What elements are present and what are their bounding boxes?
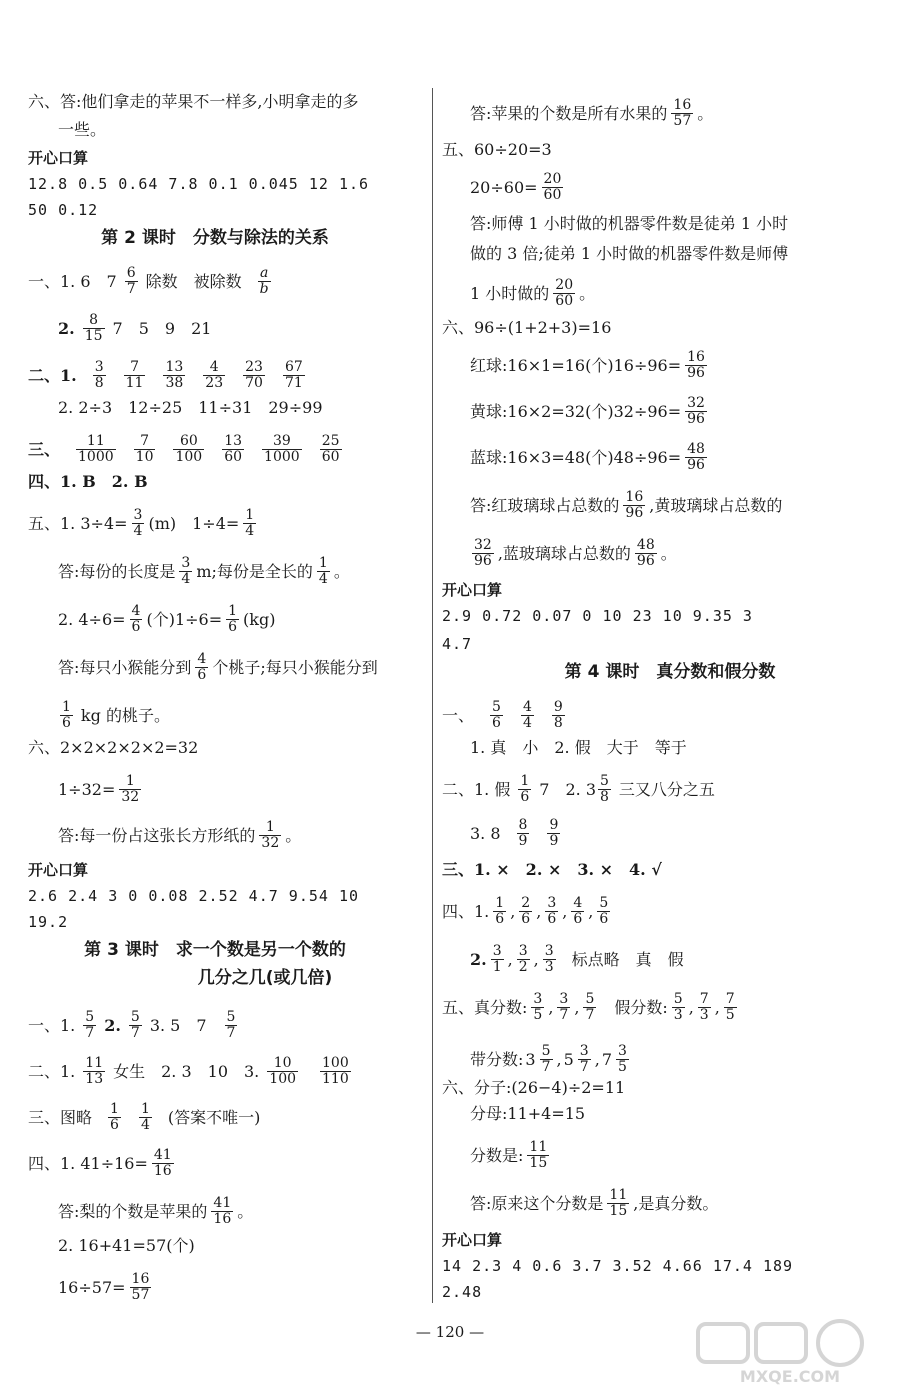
mental-math: 2.48 (442, 1283, 483, 1301)
lesson-title: 第 4 课时 真分数和假分数 (564, 662, 776, 682)
answer-line: 1 6 kg 的桃子。 (62, 699, 170, 731)
answer-line: 一、 5 6 4 4 9 8 (442, 699, 563, 731)
answer-line: 答:每份的长度是 3 4 m;每份是全长的 1 4 。 (58, 555, 350, 587)
answer-line: 一些。 (58, 120, 107, 139)
answer-line: 1 小时做的 20 60 。 (470, 277, 596, 309)
svg-text:MXQE.COM: MXQE.COM (739, 1367, 841, 1386)
lesson-title: 几分之几(或几倍) (197, 968, 333, 988)
page-number: — 120 — (415, 1323, 485, 1341)
answer-line: 2. 4÷6= $\frac{4}{6}$ (个)1÷6= $\frac{1}{6}$ (kg) (58, 603, 276, 635)
answer-line: 一、1. 5 7 2. 5 7 3. 5 7 5 7 (28, 1009, 236, 1041)
answer-line: 20÷60= $\frac{20}{60}$ (470, 171, 562, 203)
watermark-logo (690, 1318, 890, 1388)
answer-line: 六、分子:(26−4)÷2=11 (442, 1078, 626, 1097)
column-divider (432, 88, 433, 1303)
mental-math: 50 0.12 (28, 201, 99, 219)
answer-line: 红球:16×1=16(个)16÷96= $\frac{16}{96}$ (470, 349, 705, 381)
answer-line: 带分数: 3 5 7 , 5 3 7 , 7 3 5 (470, 1043, 627, 1075)
answer-line: 2. 3 1 , 3 2 , 3 3 标点略 真 假 (470, 943, 684, 975)
section-heading: 开心口算 (28, 861, 89, 879)
answer-line: 三、 11 1000 7 10 60 100 13 60 39 1000 25 60 (28, 433, 340, 465)
answer-line: 2. 2÷3 12÷25 11÷31 29÷99 (58, 398, 323, 417)
answer-line: 做的 3 倍;徒弟 1 小时做的机器零件数是师傅 (470, 244, 789, 263)
answer-line: 答:师傅 1 小时做的机器零件数是徒弟 1 小时 (470, 214, 789, 233)
answer-line: 1÷32= $\frac{1}{32}$ (58, 773, 140, 805)
lesson-title: 第 2 课时 分数与除法的关系 (101, 228, 329, 248)
mental-math: 19.2 (28, 913, 69, 931)
answer-line: 五、1. 3÷4= $\frac{3}{4}$ (m) 1÷4= $\frac{1}{4}$ (28, 507, 255, 539)
answer-line: 二、1. 3 8 7 11 13 38 4 23 23 70 67 71 (28, 359, 303, 391)
answer-line: 1. 真 小 2. 假 大于 等于 (470, 738, 687, 757)
mental-math: 2.6 2.4 3 0 0.08 2.52 4.7 9.54 10 (28, 887, 360, 905)
answer-line: 答:每只小猴能分到 4 6 个桃子;每只小猴能分到 (58, 651, 378, 683)
section-heading: 开心口算 (442, 581, 503, 599)
answer-line: 16÷57= $\frac{16}{57}$ (58, 1271, 150, 1303)
section-heading: 开心口算 (442, 1231, 503, 1249)
answer-line: 答:原来这个分数是 11 15 ,是真分数。 (470, 1187, 719, 1219)
mental-math: 4.7 (442, 635, 473, 653)
answer-line: 四、1. 41÷16= $\frac{41}{16}$ (28, 1147, 172, 1179)
answer-line: 分数是: 11 15 (470, 1139, 548, 1171)
answer-line: 答:苹果的个数是所有水果的 16 57 。 (470, 97, 714, 129)
section-heading: 开心口算 (28, 149, 89, 167)
answer-line: 2. 8 15 7 5 9 21 (58, 312, 212, 344)
answer-line: 二、1. 假 1 6 7 2. 3 5 8 三又八分之五 (442, 773, 715, 805)
answer-line: 三、1. × 2. × 3. × 4. √ (442, 860, 662, 879)
answer-line: 3. 8 8 9 9 9 (470, 817, 559, 849)
answer-line: 五、真分数: 3 5 , 3 7 , 5 7 假分数: 5 3 , 7 3 , 7 5 (442, 991, 735, 1023)
mental-math: 12.8 0.5 0.64 7.8 0.1 0.045 12 1.6 (28, 175, 370, 193)
answer-line: 五、60÷20=3 (442, 140, 552, 159)
answer-line: 一、1. 6 7 6 7 除数 被除数 a b (28, 265, 269, 297)
answer-line: 四、1. 1 6 , 2 6 , 3 6 , 4 6 , 5 6 (442, 895, 609, 927)
answer-line: 三、图略 1 6 1 4 (答案不唯一) (28, 1101, 261, 1133)
answer-line: 答:梨的个数是苹果的 41 16 。 (58, 1195, 254, 1227)
mental-math: 2.9 0.72 0.07 0 10 23 10 9.35 3 (442, 607, 753, 625)
answer-line: 黄球:16×2=32(个)32÷96= $\frac{32}{96}$ (470, 395, 705, 427)
answer-line: 32 96 ,蓝玻璃球占总数的 48 96 。 (474, 537, 677, 569)
answer-line: 分母:11+4=15 (470, 1104, 586, 1123)
mental-math: 14 2.3 4 0.6 3.7 3.52 4.66 17.4 189 (442, 1257, 794, 1275)
answer-line: 六、答:他们拿走的苹果不一样多,小明拿走的多 (28, 92, 359, 111)
answer-line: 六、2×2×2×2×2=32 (28, 738, 199, 757)
answer-line: 四、1. B 2. B (28, 472, 148, 491)
answer-line: 六、96÷(1+2+3)=16 (442, 318, 612, 337)
answer-line: 二、1. 11 13 女生 2. 3 10 3. 10 100 100 110 (28, 1055, 349, 1087)
answer-line: 蓝球:16×3=48(个)48÷96= $\frac{48}{96}$ (470, 441, 705, 473)
answer-line: 2. 16+41=57(个) (58, 1236, 195, 1255)
answer-line: 答:每一份占这张长方形纸的 1 32 。 (58, 819, 302, 851)
answer-line: 答:红玻璃球占总数的 16 96 ,黄玻璃球占总数的 (470, 489, 783, 521)
lesson-title: 第 3 课时 求一个数是另一个数的 (84, 940, 346, 960)
